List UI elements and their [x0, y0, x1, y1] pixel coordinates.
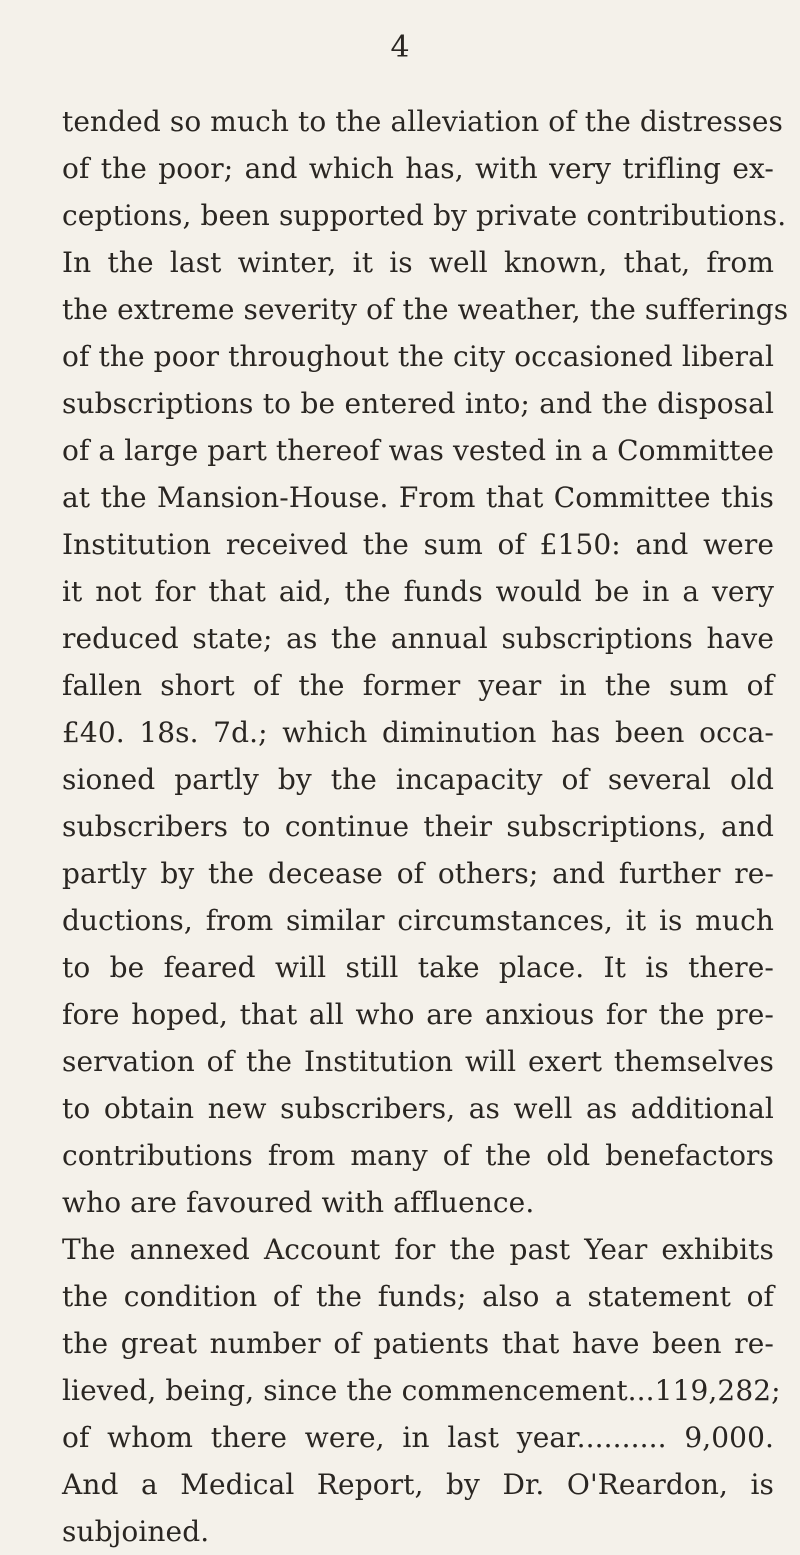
text-line: ceptions, been supported by private contributions.	[62, 199, 787, 232]
text-line: to be feared will still take place. It is there-	[62, 951, 774, 984]
text-line: sioned partly by the incapacity of several old	[62, 763, 774, 796]
text-line: who are favoured with affluence.	[62, 1186, 535, 1219]
text-line: of a large part thereof was vested in a Committee	[62, 434, 774, 467]
text-line: Institution received the sum of £150: and were	[62, 528, 774, 561]
text-line: to obtain new subscribers, as well as additional	[62, 1092, 774, 1125]
text-line: lieved, being, since the commencement...119,282;	[62, 1374, 781, 1407]
text-line: subjoined.	[62, 1515, 210, 1548]
text-line: fore hoped, that all who are anxious for the pre-	[62, 998, 774, 1031]
text-line: £40. 18s. 7d.; which diminution has been occa-	[62, 716, 774, 749]
text-line: of whom there were, in last year.......... 9,000.	[62, 1421, 774, 1454]
text-line: subscriptions to be entered into; and the disposal	[62, 387, 774, 420]
text-line: ductions, from similar circumstances, it is much	[62, 904, 774, 937]
text-line: of the poor throughout the city occasioned liberal	[62, 340, 774, 373]
text-line: subscribers to continue their subscriptions, and	[62, 810, 774, 843]
text-line: the extreme severity of the weather, the sufferings	[62, 293, 789, 326]
text-line: the great number of patients that have been re-	[62, 1327, 774, 1360]
text-line: at the Mansion-House. From that Committee this	[62, 481, 774, 514]
page-number: 4	[390, 30, 410, 65]
text-line: tended so much to the alleviation of the distresses	[62, 105, 784, 138]
text-line: The annexed Account for the past Year exhibits	[62, 1233, 774, 1266]
text-line: contributions from many of the old benefactors	[62, 1139, 774, 1172]
text-line: partly by the decease of others; and further re-	[62, 857, 774, 890]
body-text	[62, 98, 789, 1555]
text-line: it not for that aid, the funds would be in a very	[62, 575, 774, 608]
text-line: fallen short of the former year in the sum of	[62, 669, 774, 702]
text-line: And a Medical Report, by Dr. O'Reardon, is	[62, 1468, 774, 1501]
text-line: servation of the Institution will exert themselves	[62, 1045, 774, 1078]
text-line: In the last winter, it is well known, that, from	[62, 246, 774, 279]
text-line: reduced state; as the annual subscriptions have	[62, 622, 774, 655]
text-line: of the poor; and which has, with very trifling ex-	[62, 152, 774, 185]
text-line: the condition of the funds; also a statement of	[62, 1280, 774, 1313]
